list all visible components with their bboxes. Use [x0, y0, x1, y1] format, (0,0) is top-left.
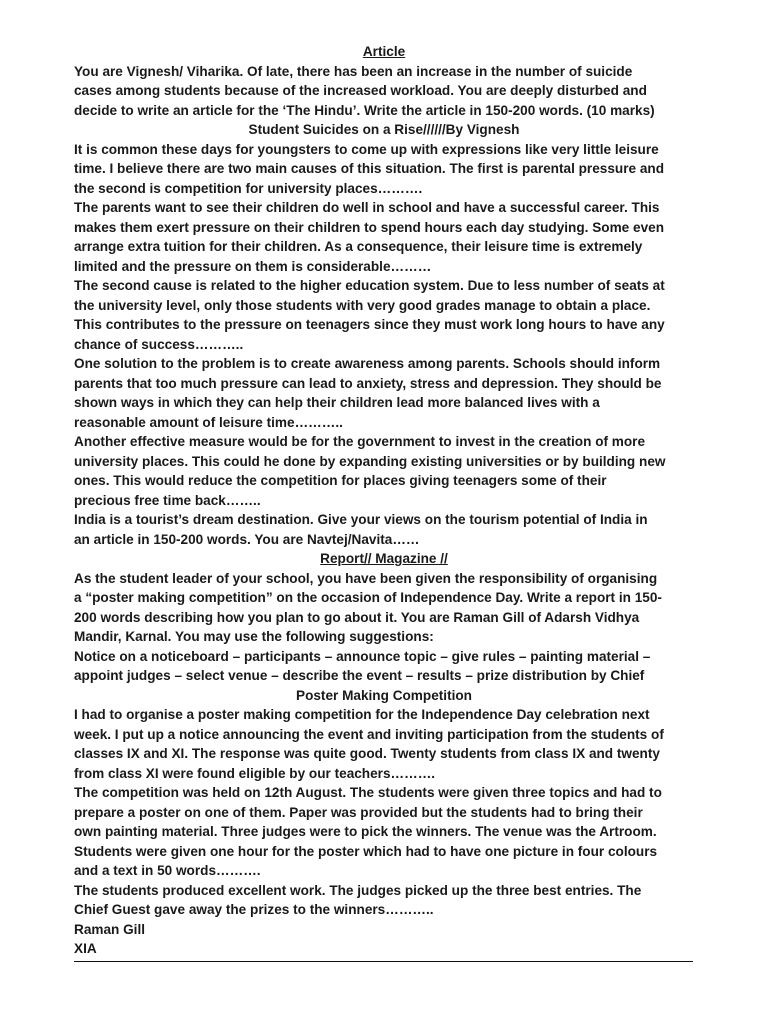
- document-page: [74, 42, 694, 962]
- report-paragraph: The competition was held on 12th August. The students were given three topics and had to prepare a poster on one of them. Paper was provided but the students had to bring their own painting material. Three judges were to pick the winners. The venue was the Artroom. Students were given one hour for the poster which had to have one picture in four colours and a text in 50 words……….: [74, 785, 662, 878]
- report-paragraph: The students produced excellent work. The judges picked up the three best entries. The Chief Guest gave away the prizes to the winners………..: [74, 882, 642, 917]
- report-paragraph: I had to organise a poster making competition for the Independence Day celebration next week. I put up a notice announcing the event and inviting participation from the students of classes IX and XI. The response was quite good. Twenty students from class IX and twenty from class XI were found eligible by our teachers……….: [74, 707, 664, 781]
- article-paragraph: India is a tourist’s dream destination. Give your views on the tourism potential of India in an article in 150-200 words. You are Navtej/Navita……: [74, 512, 648, 547]
- article-heading: Article: [362, 44, 406, 59]
- article-paragraph: One solution to the problem is to create awareness among parents. Schools should inform parents that too much pressure can lead to anxiety, stress and depression. They should be shown ways in which they can help their children lead more balanced lives with a reasonable amount of leisure time………..: [74, 356, 662, 430]
- report-title: Poster Making Competition: [296, 687, 472, 703]
- signature-name: Raman Gill: [74, 921, 146, 937]
- article-prompt: You are Vignesh/ Viharika. Of late, there has been an increase in the number of suicide cases among students because of the increased workload. You are deeply disturbed and decide to write an article for the ‘The Hindu’. Write the article in 150-200 words. (10 marks): [74, 63, 655, 118]
- report-heading: Report// Magazine //: [320, 551, 448, 566]
- article-paragraph: The parents want to see their children do well in school and have a successful career. This makes them exert pressure on their children to spend hours each day studying. Some even arrange extra tuition for their children. As a consequence, their leisure time is extremely limited and the pressure on them is considerable………: [74, 200, 664, 274]
- article-paragraph: It is common these days for youngsters to come up with expressions like very little leisure time. I believe there are two main causes of this situation. The first is parental pressure and the second is competition for university places……….: [74, 141, 664, 196]
- article-title: Student Suicides on a Rise//////By Vignesh: [248, 122, 520, 137]
- signature-class: XIA: [74, 941, 97, 956]
- article-paragraph: The second cause is related to the higher education system. Due to less number of seats at the university level, only those students with very good grades manage to obtain a place. This contributes to the pressure on teenagers since they must work long hours to have any chance of success………..: [74, 278, 665, 352]
- article-paragraph: Another effective measure would be for the government to invest in the creation of more university places. This could he done by expanding existing universities or by building new ones. This would reduce the competition for places giving teenagers some of their precious free time back……..: [74, 434, 666, 508]
- report-prompt: As the student leader of your school, you have been given the responsibility of organising a “poster making competition” on the occasion of Independence Day. Write a report in 150- 200 words describing how you plan to go about it. You are Raman Gill of Adarsh Vidhya Mandir, Karnal. You may use the following suggestions: Notice on a noticeboard – participants – announce topic – give rules – painting material – appoint judges – select venue – describe the event – results – prize distribution by Chief: [74, 570, 662, 683]
- bottom-rule: [74, 961, 693, 962]
